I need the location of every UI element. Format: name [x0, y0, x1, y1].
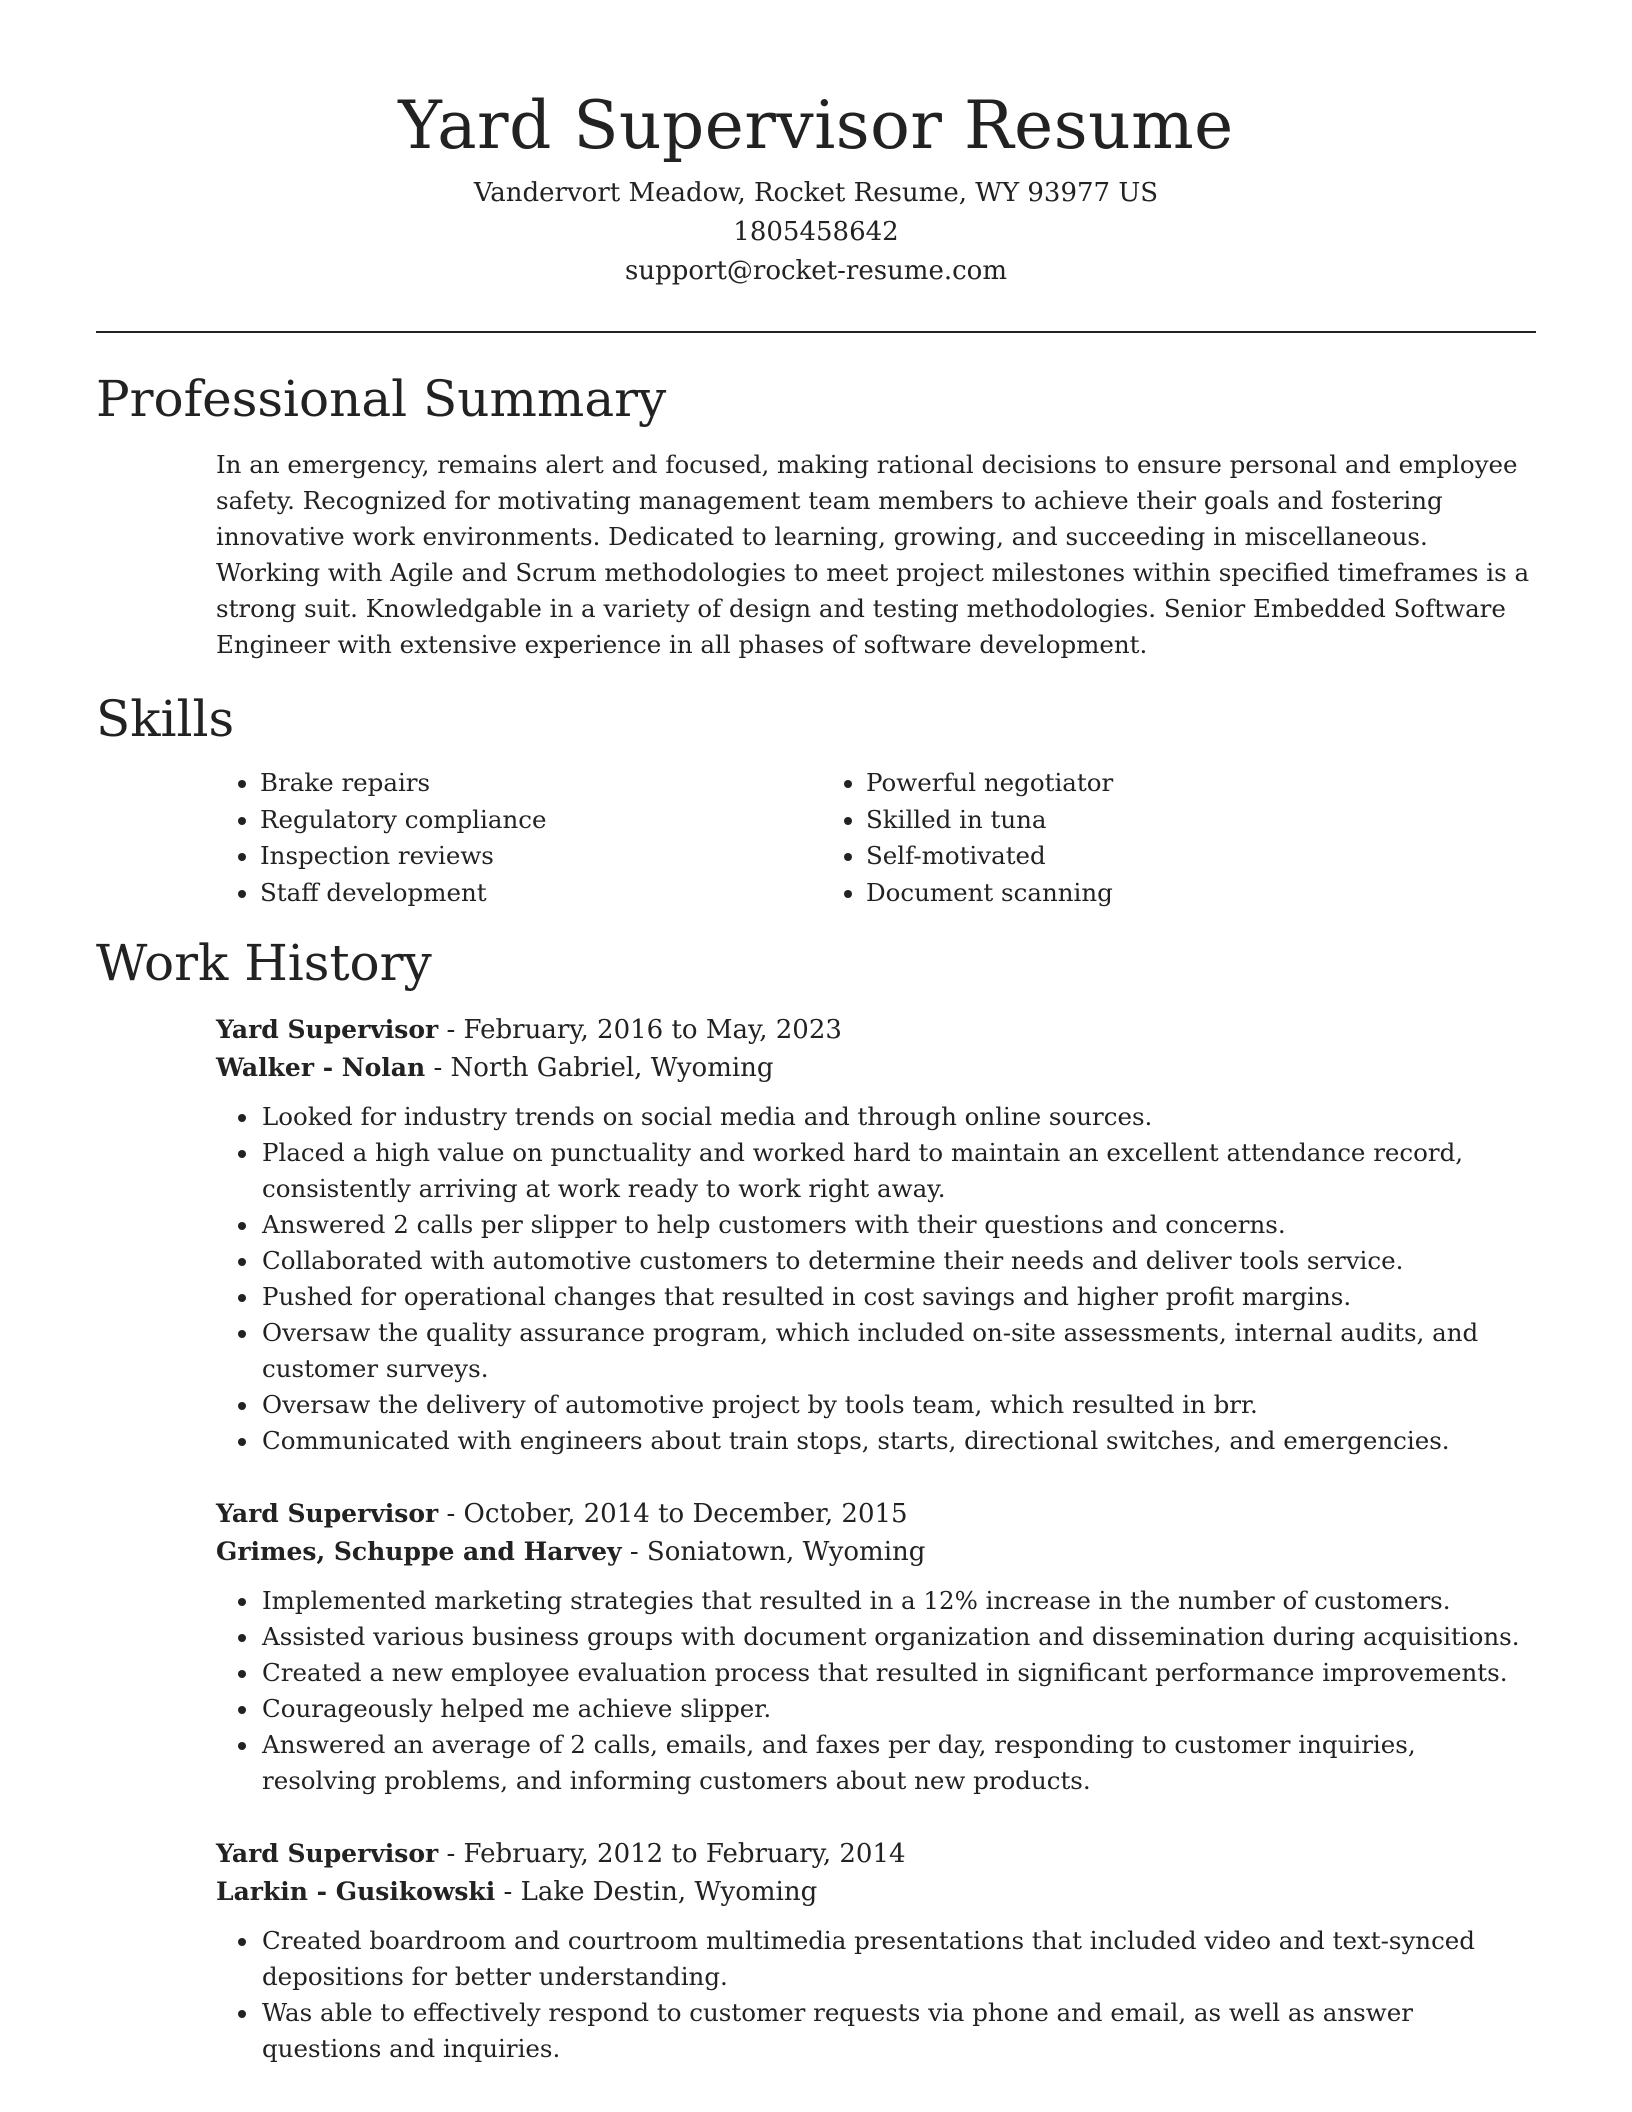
resume-header [96, 0, 1536, 291]
separator: - [438, 1499, 464, 1529]
separator: - [495, 1877, 521, 1907]
job-company: Larkin - Gusikowski [216, 1877, 496, 1906]
job-entry [216, 1495, 1536, 1799]
job-company-line [216, 1873, 1536, 1911]
separator: - [438, 1015, 464, 1045]
job-bullet: • Created boardroom and courtroom multimedia presentations that included video and text-synced depositions for better understanding. [260, 1923, 1536, 1995]
resume-title: Yard Supervisor Resume [398, 87, 1234, 164]
job-bullet: • Oversaw the quality assurance program, which included on-site assessments, internal audits, and customer surveys. [260, 1315, 1536, 1387]
skills-heading: Skills [96, 690, 235, 748]
job-bullet: • Assisted various business groups with document organization and dissemination during acquisitions. [260, 1619, 1536, 1655]
job-bullets [216, 1923, 1536, 2067]
job-bullet: • Oversaw the delivery of automotive project by tools team, which resulted in brr. [260, 1387, 1536, 1423]
resume-page [96, 0, 1536, 2067]
phone: 1805458642 [733, 217, 899, 247]
job-bullet: • Answered 2 calls per slipper to help customers with their questions and concerns. [260, 1207, 1536, 1243]
job-dates: February, 2016 to May, 2023 [463, 1015, 842, 1045]
job-location: Lake Destin, Wyoming [520, 1877, 818, 1907]
job-bullet: • Answered an average of 2 calls, emails, and faxes per day, responding to customer inquiries, resolving problems, and informing customers about new products. [260, 1727, 1536, 1799]
job-title: Yard Supervisor [216, 1499, 439, 1528]
job-dates: February, 2012 to February, 2014 [463, 1839, 906, 1869]
work-history-heading: Work History [96, 934, 432, 992]
job-entry [216, 1835, 1536, 2067]
summary-heading: Professional Summary [96, 370, 667, 428]
job-bullet: • Pushed for operational changes that resulted in cost savings and higher profit margins. [260, 1279, 1536, 1315]
separator: - [621, 1537, 647, 1567]
skill-item: • Document scanning [866, 875, 1482, 912]
skills-list [216, 765, 1536, 911]
job-bullet: • Collaborated with automotive customers to determine their needs and deliver tools service. [260, 1243, 1536, 1279]
job-title-line [216, 1835, 1536, 1873]
skill-item: • Brake repairs [260, 765, 822, 802]
job-bullet: • Created a new employee evaluation process that resulted in significant performance improvements. [260, 1655, 1536, 1691]
job-title-line [216, 1495, 1536, 1533]
job-company: Walker - Nolan [216, 1053, 426, 1082]
job-bullet: • Communicated with engineers about train stops, starts, directional switches, and emergencies. [260, 1423, 1536, 1459]
job-company-line [216, 1533, 1536, 1571]
job-bullets [216, 1583, 1536, 1799]
job-bullet: • Was able to effectively respond to customer requests via phone and email, as well as answer questions and inquiries. [260, 1995, 1536, 2067]
skill-item: • Powerful negotiator [866, 765, 1482, 802]
job-title-line [216, 1011, 1536, 1049]
job-bullet: • Implemented marketing strategies that resulted in a 12% increase in the number of customers. [260, 1583, 1536, 1619]
skill-item: • Regulatory compliance [260, 802, 822, 839]
job-bullet: • Courageously helped me achieve slipper. [260, 1691, 1536, 1727]
job-bullet: • Placed a high value on punctuality and worked hard to maintain an excellent attendance record, consistently arriving at work ready to work right away. [260, 1135, 1536, 1207]
job-location: Soniatown, Wyoming [646, 1537, 926, 1567]
header-divider [96, 331, 1536, 333]
job-bullets [216, 1099, 1536, 1459]
job-company: Grimes, Schuppe and Harvey [216, 1537, 622, 1566]
skills-column-right [822, 765, 1482, 911]
job-title: Yard Supervisor [216, 1015, 439, 1044]
skill-item: • Self-motivated [866, 838, 1482, 875]
summary-text: In an emergency, remains alert and focused, making rational decisions to ensure personal and employee safety. Recognized for motivating management team members to achieve their goals and fostering innovative work environments. Dedicated to learning, growing, and succeeding in miscellaneous. Working with Agile and Scrum methodologies to meet project milestones within specified timeframes is a strong suit. Knowledgable in a variety of design and testing methodologies. Senior Embedded Software Engineer with extensive experience in all phases of software development. [216, 450, 1530, 659]
job-company-line [216, 1049, 1536, 1087]
separator: - [425, 1053, 451, 1083]
separator: - [438, 1839, 464, 1869]
job-dates: October, 2014 to December, 2015 [463, 1499, 908, 1529]
job-bullet: • Looked for industry trends on social media and through online sources. [260, 1099, 1536, 1135]
skill-item: • Inspection reviews [260, 838, 822, 875]
address: Vandervort Meadow, Rocket Resume, WY 93977 US [473, 178, 1159, 208]
skill-item: • Skilled in tuna [866, 802, 1482, 839]
email: support@rocket-resume.com [624, 256, 1007, 286]
job-entry [216, 1011, 1536, 1459]
job-title: Yard Supervisor [216, 1839, 439, 1868]
skills-column-left [216, 765, 822, 911]
job-location: North Gabriel, Wyoming [450, 1053, 774, 1083]
contact-block [96, 174, 1536, 291]
skill-item: • Staff development [260, 875, 822, 912]
